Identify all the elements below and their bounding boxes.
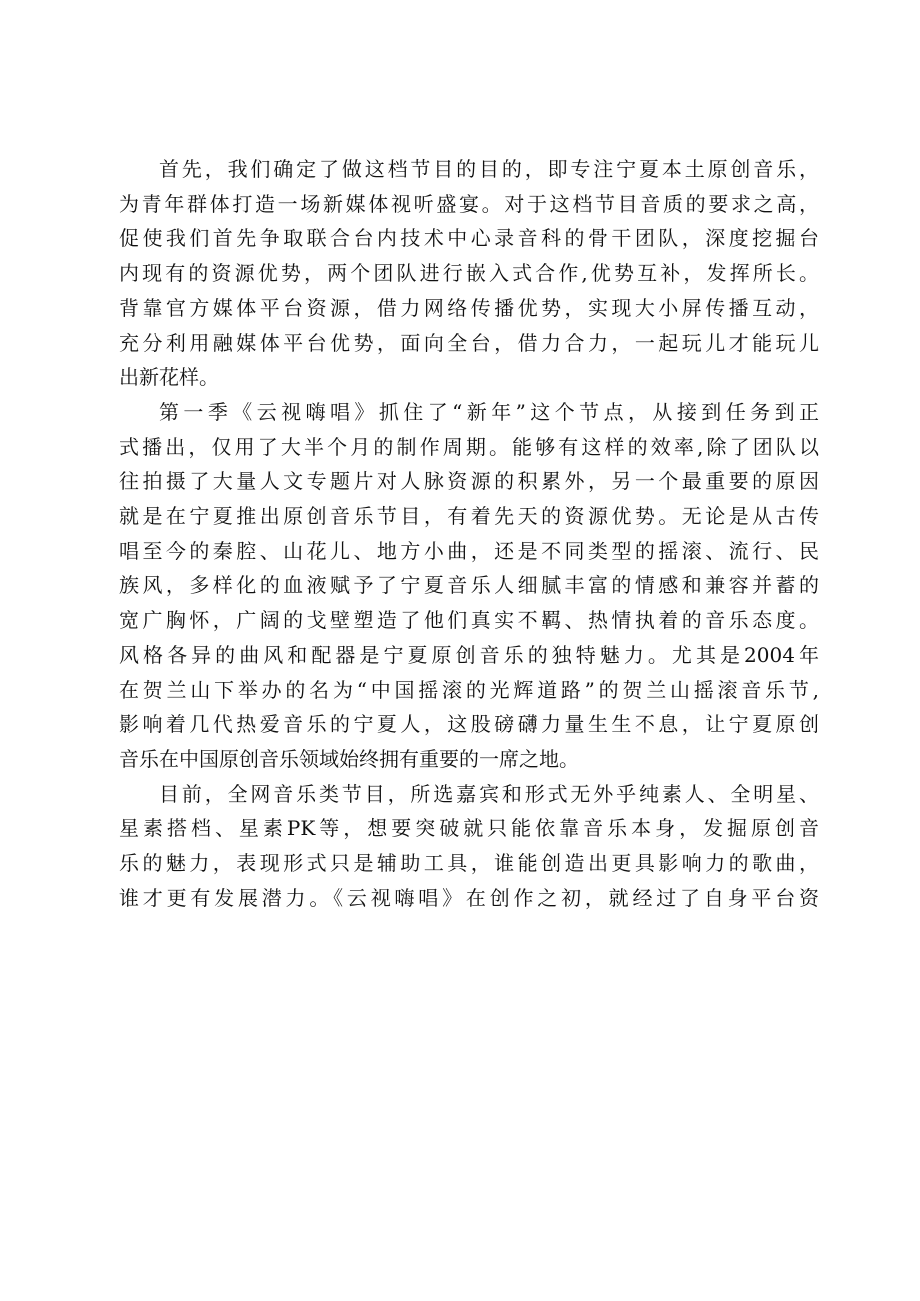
paragraph-3-line-2: 星素搭档、星素PK等，想要突破就只能依靠音乐本身，发掘原创音 [119, 816, 819, 841]
paragraph-2-line-1: 第一季《云视嗨唱》抓住了“新年”这个节点，从接到任务到正 [159, 399, 819, 424]
document-body [119, 152, 819, 915]
paragraph-3-line-4: 谁才更有发展潜力。《云视嗨唱》在创作之初，就经过了自身平台资 [119, 885, 819, 910]
paragraph-3 [119, 777, 819, 916]
paragraph-2-line-3: 往拍摄了大量人文专题片对人脉资源的积累外，另一个最重要的原因 [119, 469, 819, 494]
paragraph-1-line-5: 背靠官方媒体平台资源，借力网络传播优势，实现大小屏传播互动， [119, 295, 819, 320]
paragraph-1-line-4: 内现有的资源优势，两个团队进行嵌入式合作,优势互补，发挥所长。 [119, 261, 819, 286]
paragraph-2-line-9: 在贺兰山下举办的名为“中国摇滚的光辉道路”的贺兰山摇滚音乐节, [119, 677, 819, 702]
paragraph-2-line-6: 族风，多样化的血液赋予了宁夏音乐人细腻丰富的情感和兼容并蓄的 [119, 573, 819, 598]
paragraph-1 [119, 152, 819, 395]
paragraph-1-line-7: 出新花样。 [119, 365, 219, 390]
paragraph-2-line-5: 唱至今的秦腔、山花儿、地方小曲，还是不同类型的摇滚、流行、民 [119, 538, 819, 563]
paragraph-2-line-10: 影响着几代热爱音乐的宁夏人，这股磅礴力量生生不息，让宁夏原创 [119, 712, 819, 737]
paragraph-1-line-1: 首先，我们确定了做这档节目的目的，即专注宁夏本土原创音乐， [159, 157, 819, 181]
paragraph-3-line-1: 目前，全网音乐类节目，所选嘉宾和形式无外乎纯素人、全明星、 [159, 781, 819, 806]
paragraph-1-line-2: 为青年群体打造一场新媒体视听盛宴。对于这档节目音质的要求之高， [119, 191, 819, 216]
paragraph-1-line-6: 充分利用融媒体平台优势，面向全台，借力合力，一起玩儿才能玩儿 [119, 330, 819, 355]
paragraph-2-line-2: 式播出，仅用了大半个月的制作周期。能够有这样的效率,除了团队以 [119, 434, 819, 459]
paragraph-2-line-11: 音乐在中国原创音乐领域始终拥有重要的一席之地。 [119, 746, 579, 771]
paragraph-3-line-3: 乐的魅力，表现形式只是辅助工具，谁能创造出更具影响力的歌曲， [119, 851, 819, 876]
paragraph-2-line-4: 就是在宁夏推出原创音乐节目，有着先天的资源优势。无论是从古传 [119, 504, 819, 529]
paragraph-1-line-3: 促使我们首先争取联合台内技术中心录音科的骨干团队，深度挖掘台 [119, 226, 819, 251]
paragraph-2 [119, 395, 819, 777]
paragraph-2-line-7: 宽广胸怀，广阔的戈壁塑造了他们真实不羁、热情执着的音乐态度。 [119, 608, 819, 633]
paragraph-2-line-8: 风格各异的曲风和配器是宁夏原创音乐的独特魅力。尤其是2004年 [119, 642, 819, 667]
